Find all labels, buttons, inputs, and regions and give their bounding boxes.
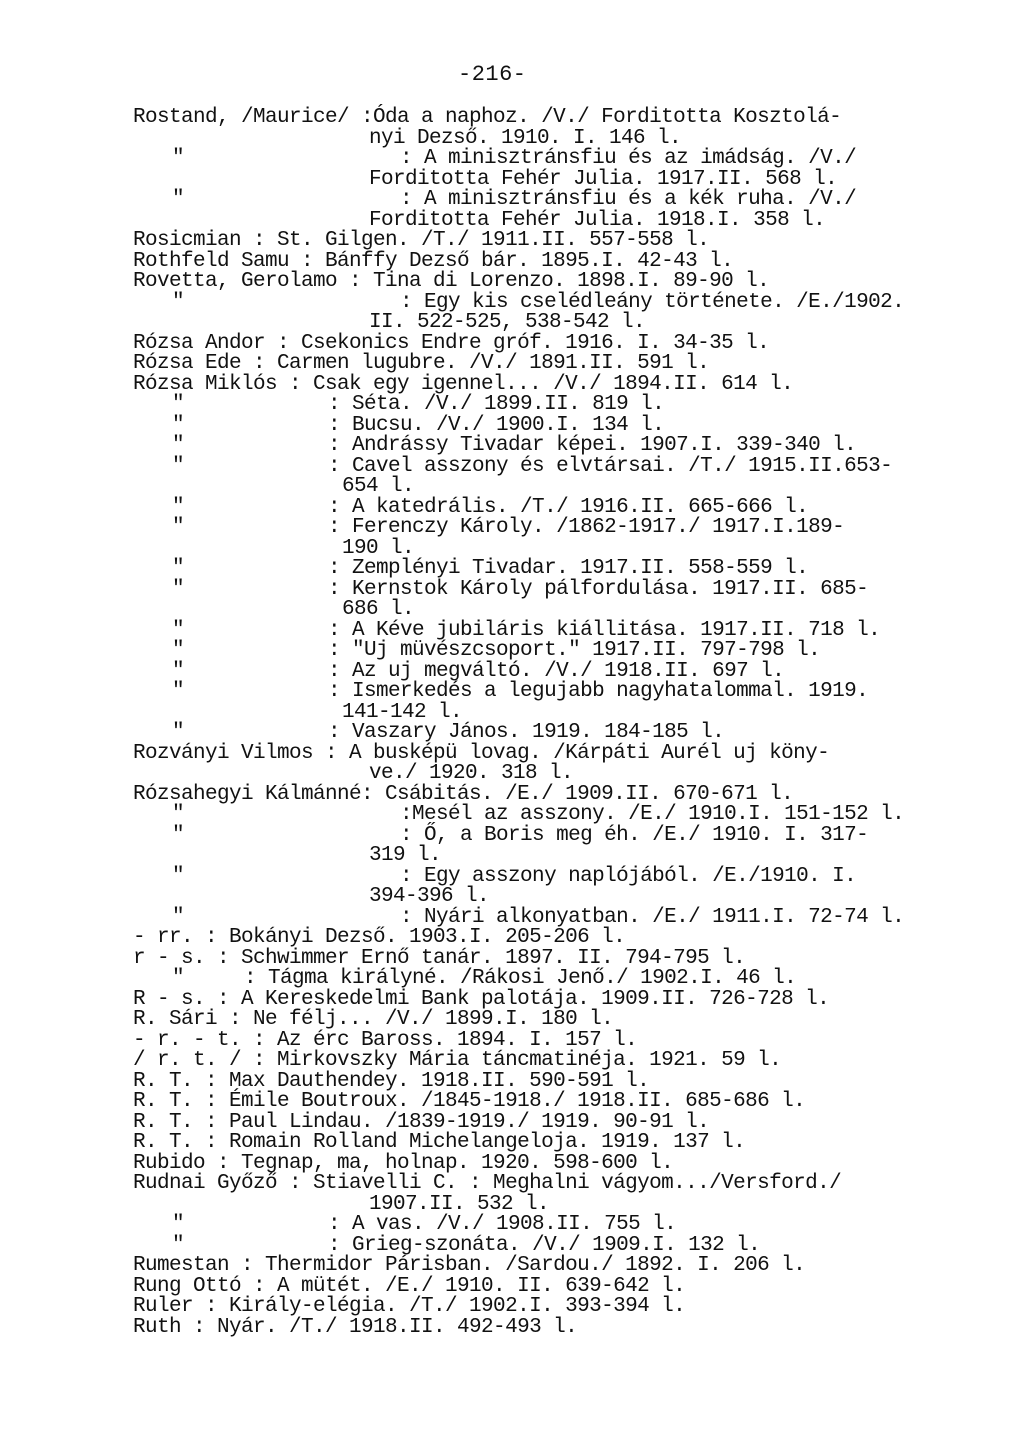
entry-line: Rosicmian : St. Gilgen. /T./ 1911.II. 557-558 l. (133, 229, 710, 252)
entry-line: " : Grieg-szonáta. /V./ 1909.I. 132 l. (172, 1233, 761, 1257)
entry-line: R. T. : Paul Lindau. /1839-1919./ 1919. 90-91 l. (133, 1110, 710, 1134)
entry-line: " : A Kéve jubiláris kiállitása. 1917.II. 718 l. (172, 618, 881, 642)
entry-line: Rozványi Vilmos : A busképü lovag. /Kárpáti Aurél uj köny- (133, 741, 830, 765)
entry-line: " : Zemplényi Tivadar. 1917.II. 558-559 l. (172, 557, 809, 580)
entry-line: nyi Dezső. 1910. I. 146 l. (369, 126, 682, 150)
entry-line: R - s. : A Kereskedelmi Bank palotája. 1909.II. 726-728 l. (133, 987, 830, 1011)
entry-line: " : Ismerkedés a legujabb nagyhatalommal. 1919. (172, 680, 869, 703)
entry-line: Forditotta Fehér Julia. 1918.I. 358 l. (369, 208, 826, 232)
entry-line: Rovetta, Gerolamo : Tina di Lorenzo. 1898.I. 89-90 l. (133, 270, 770, 293)
entry-line: Rumestan : Thermidor Párisban. /Sardou./ 1892. I. 206 l. (133, 1254, 806, 1277)
entry-line: " : Vaszary János. 1919. 184-185 l. (172, 721, 725, 744)
entry-line: " : "Uj müvészcsoport." 1917.II. 797-798 l. (172, 639, 821, 662)
entry-line: " : A katedrális. /T./ 1916.II. 665-666 l. (172, 495, 809, 519)
entry-line: 1907.II. 532 l. (369, 1192, 550, 1216)
entry-line: " : Egy kis cselédleány története. /E./1902. (172, 290, 905, 314)
entry-line: " : A vas. /V./ 1908.II. 755 l. (172, 1213, 677, 1236)
entry-line: Rózsa Miklós : Csak egy igennel... /V./ 1894.II. 614 l. (133, 372, 794, 396)
entry-line: " : Séta. /V./ 1899.II. 819 l. (172, 393, 665, 416)
entry-line: Rózsa Ede : Carmen lugubre. /V./ 1891.II. 591 l. (133, 352, 710, 375)
entry-line: " : Egy asszony naplójából. /E./1910. I. (172, 864, 857, 888)
entry-line: " : Ferenczy Károly. /1862-1917./ 1917.I.189- (172, 516, 845, 539)
entry-line: r - s. : Schwimmer Ernő tanár. 1897. II. 794-795 l. (133, 946, 746, 970)
entry-line: Forditotta Fehér Julia. 1917.II. 568 l. (369, 167, 838, 191)
entry-line: II. 522-525, 538-542 l. (369, 311, 646, 334)
entry-line: " :Mesél az asszony. /E./ 1910.I. 151-152 l. (172, 803, 905, 826)
entry-line: Ruler : Király-elégia. /T./ 1902.I. 393-394 l. (133, 1295, 686, 1318)
entry-line: 190 l. (342, 536, 415, 560)
entry-line: R. T. : Max Dauthendey. 1918.II. 590-591 l. (133, 1069, 650, 1093)
entry-line: " : A minisztránsfiu és a kék ruha. /V./ (172, 188, 857, 211)
entry-line: 654 l. (342, 475, 415, 498)
entry-line: " : A minisztránsfiu és az imádság. /V./ (172, 147, 857, 170)
entry-line: R. T. : Romain Rolland Michelangeloja. 1919. 137 l. (133, 1131, 746, 1154)
entry-line: / r. t. / : Mirkovszky Mária táncmatinéja. 1921. 59 l. (133, 1049, 782, 1072)
entry-line: " : Andrássy Tivadar képei. 1907.I. 339-340 l. (172, 434, 857, 457)
entry-line: ve./ 1920. 318 l. (369, 762, 574, 785)
entry-line: 394-396 l. (369, 885, 490, 908)
entry-line: " : Tágma királyné. /Rákosi Jenő./ 1902.I. 46 l. (172, 967, 797, 990)
entry-line: Rudnai Győző : Stiavelli C. : Meghalni vágyom.../Versford./ (133, 1172, 842, 1195)
entry-line: R. Sári : Ne félj... /V./ 1899.I. 180 l. (133, 1008, 614, 1031)
entry-line: " : Cavel asszony és elvtársai. /T./ 1915.II.653- (172, 454, 893, 478)
entry-line: Rostand, /Maurice/ :Óda a naphoz. /V./ Forditotta Kosztolá- (133, 106, 842, 129)
page-number: -216- (458, 62, 527, 87)
entry-line: 686 l. (342, 598, 415, 621)
entry-line: Rubido : Tegnap, ma, holnap. 1920. 598-600 l. (133, 1151, 674, 1175)
entry-line: " : Nyári alkonyatban. /E./ 1911.I. 72-74 l. (172, 905, 905, 929)
entry-line: Rózsahegyi Kálmánné: Csábitás. /E./ 1909.II. 670-671 l. (133, 782, 794, 806)
entry-line: - rr. : Bokányi Dezső. 1903.I. 205-206 l. (133, 926, 626, 949)
entry-line: " : Bucsu. /V./ 1900.I. 134 l. (172, 413, 665, 437)
entry-line: 141-142 l. (342, 700, 463, 724)
entry-line: Rózsa Andor : Csekonics Endre gróf. 1916. I. 34-35 l. (133, 331, 770, 355)
entry-line: 319 l. (369, 844, 442, 867)
entry-line: Ruth : Nyár. /T./ 1918.II. 492-493 l. (133, 1315, 578, 1339)
entry-line: Rung Ottó : A mütét. /E./ 1910. II. 639-642 l. (133, 1274, 686, 1298)
entry-line: R. T. : Émile Boutroux. /1845-1918./ 1918.II. 685-686 l. (133, 1090, 806, 1113)
entry-line: " : Kernstok Károly pálfordulása. 1917.II. 685- (172, 577, 869, 601)
entry-line: " : Ő, a Boris meg éh. /E./ 1910. I. 317- (172, 823, 869, 847)
entry-line: " : Az uj megváltó. /V./ 1918.II. 697 l. (172, 659, 785, 683)
entry-line: Rothfeld Samu : Bánffy Dezső bár. 1895.I. 42-43 l. (133, 249, 734, 273)
entry-line: - r. - t. : Az érc Baross. 1894. I. 157 l. (133, 1028, 638, 1052)
